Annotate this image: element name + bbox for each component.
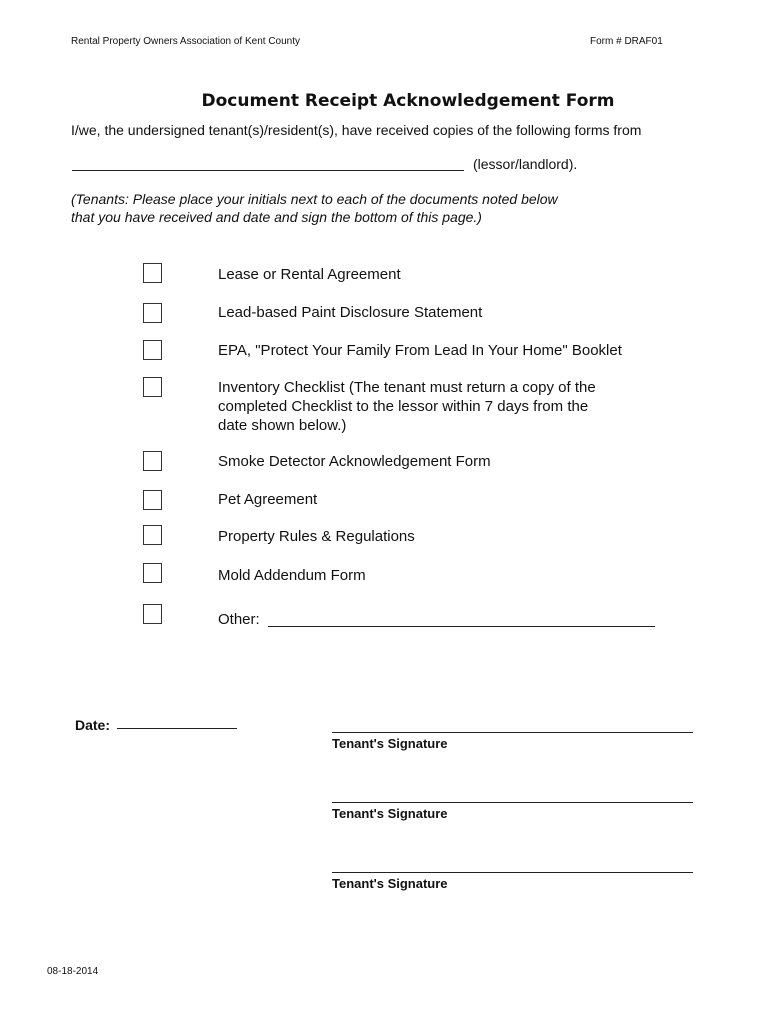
signature-label-1: Tenant's Signature <box>332 736 448 751</box>
inventory-line-1: Inventory Checklist (The tenant must return a copy of the <box>218 379 596 396</box>
inventory-line-3: date shown below.) <box>218 417 347 434</box>
checkbox-other[interactable] <box>143 604 162 624</box>
revision-date: 08-18-2014 <box>47 966 99 977</box>
date-label: Date: <box>75 717 111 733</box>
item-label-inventory <box>218 378 596 435</box>
instructions-line-2: that you have received and date and sign the bottom of this page.) <box>71 209 482 225</box>
lessor-label: (lessor/landlord). <box>473 156 578 172</box>
checkbox-inventory[interactable] <box>143 377 162 397</box>
item-label-pet: Pet Agreement <box>218 491 318 508</box>
signature-line-2[interactable] <box>332 802 693 803</box>
checkbox-lease[interactable] <box>143 263 162 283</box>
date-line[interactable] <box>117 728 237 729</box>
organization-name: Rental Property Owners Association of Kent County <box>71 36 301 47</box>
checkbox-pet[interactable] <box>143 490 162 510</box>
checkbox-smoke-detector[interactable] <box>143 451 162 471</box>
item-label-lease: Lease or Rental Agreement <box>218 266 401 283</box>
instructions-line-1: (Tenants: Please place your initials next to each of the documents noted below <box>71 191 558 207</box>
signature-line-3[interactable] <box>332 872 693 873</box>
signature-label-2: Tenant's Signature <box>332 806 448 821</box>
other-document-line[interactable] <box>268 626 655 627</box>
item-label-other: Other: <box>218 611 260 628</box>
checkbox-epa-booklet[interactable] <box>143 340 162 360</box>
checkbox-lead-paint[interactable] <box>143 303 162 323</box>
checkbox-mold[interactable] <box>143 563 162 583</box>
intro-text: I/we, the undersigned tenant(s)/resident(s), have received copies of the following forms from <box>71 122 642 138</box>
signature-line-1[interactable] <box>332 732 693 733</box>
page-title: Document Receipt Acknowledgement Form <box>201 91 615 111</box>
form-number: Form # DRAF01 <box>590 36 663 47</box>
item-label-lead-paint: Lead-based Paint Disclosure Statement <box>218 304 483 321</box>
item-label-rules: Property Rules & Regulations <box>218 528 415 545</box>
lessor-name-line[interactable] <box>72 170 464 171</box>
item-label-mold: Mold Addendum Form <box>218 567 366 584</box>
inventory-line-2: completed Checklist to the lessor within 7 days from the <box>218 398 589 415</box>
item-label-smoke-detector: Smoke Detector Acknowledgement Form <box>218 453 491 470</box>
item-label-epa-booklet: EPA, "Protect Your Family From Lead In Your Home" Booklet <box>218 342 622 359</box>
checkbox-rules[interactable] <box>143 525 162 545</box>
signature-label-3: Tenant's Signature <box>332 876 448 891</box>
instructions-text <box>71 190 671 226</box>
